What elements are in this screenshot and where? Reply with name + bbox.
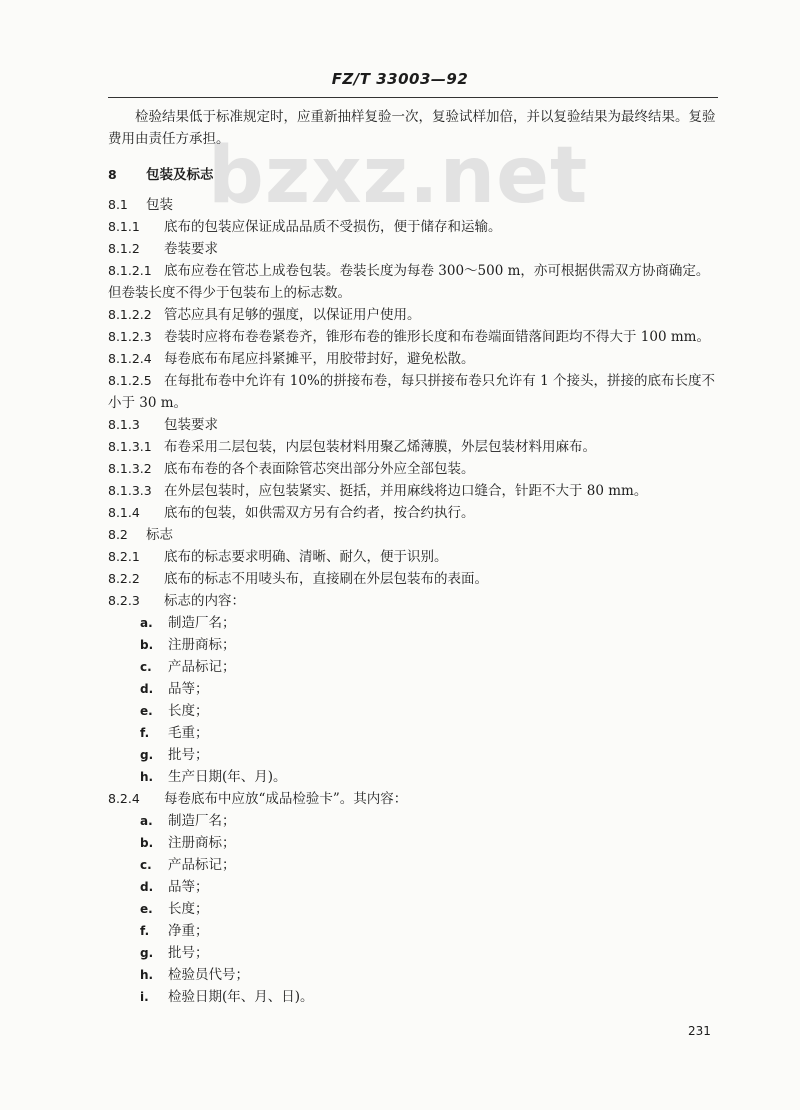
list-letter: e. [140, 704, 153, 718]
clause-text: 底布的包装应保证成品品质不受损伤，便于储存和运输。 [164, 219, 502, 235]
list-text: 注册商标； [168, 835, 236, 851]
list-text: 批号； [168, 945, 209, 961]
section-8-1-heading [108, 194, 718, 216]
list-item [108, 810, 718, 832]
document-header: FZ/T 33003—92 [331, 70, 469, 88]
list-text: 批号； [168, 747, 209, 763]
list-item [108, 678, 718, 700]
list-item [108, 634, 718, 656]
list-letter: c. [140, 858, 152, 872]
clause-8-2-3 [108, 590, 718, 612]
clause-number: 8.1.3.2 [108, 461, 152, 476]
clause-number: 8.2.4 [108, 791, 140, 806]
list-item [108, 766, 718, 788]
list-letter: c. [140, 660, 152, 674]
list-text: 品等； [168, 879, 209, 895]
clause-8-1-3-2 [108, 458, 718, 480]
list-8-2-3 [108, 612, 718, 788]
watermark: bzxz.net [208, 131, 589, 221]
list-text: 长度； [168, 901, 209, 917]
list-item [108, 898, 718, 920]
list-letter: e. [140, 902, 153, 916]
clause-number: 8.1.1 [108, 219, 140, 234]
clause-8-2-2 [108, 568, 718, 590]
clause-number: 8.2.2 [108, 571, 140, 586]
clause-number: 8.2.1 [108, 549, 140, 564]
list-text: 制造厂名； [168, 813, 236, 829]
clause-number: 8.1.4 [108, 505, 140, 520]
section-title: 包装及标志 [146, 167, 214, 183]
clause-number: 8.1.2.3 [108, 329, 152, 344]
list-text: 毛重； [168, 725, 209, 741]
clause-text: 卷装要求 [164, 241, 218, 257]
list-letter: g. [140, 748, 154, 762]
list-letter: d. [140, 682, 154, 696]
clause-8-1-4 [108, 502, 718, 524]
clause-8-1-2-4 [108, 348, 718, 370]
list-text: 品等； [168, 681, 209, 697]
clause-8-1-1 [108, 216, 718, 238]
intro-paragraph: 检验结果低于标准规定时，应重新抽样复验一次，复验试样加倍，并以复验结果为最终结果。复验费用由责任方承担。 [108, 109, 716, 147]
list-text: 检验日期(年、月、日)。 [168, 989, 314, 1005]
clause-8-1-3-1 [108, 436, 718, 458]
list-text: 净重； [168, 923, 209, 939]
clause-number: 8.1.2 [108, 241, 140, 256]
header-rule [108, 97, 718, 98]
clause-text: 每卷底布中应放“成品检验卡”。其内容： [164, 791, 408, 807]
list-letter: f. [140, 726, 150, 740]
section-8-2-heading [108, 524, 718, 546]
list-letter: b. [140, 638, 154, 652]
list-8-2-4 [108, 810, 718, 1008]
list-letter: g. [140, 946, 154, 960]
clause-text: 在外层包装时，应包装紧实、挺括，并用麻线将边口缝合，针距不大于 80 mm。 [164, 483, 648, 499]
list-item [108, 942, 718, 964]
list-text: 制造厂名； [168, 615, 236, 631]
list-text: 注册商标； [168, 637, 236, 653]
section-title: 包装 [146, 197, 173, 213]
list-text: 产品标记； [168, 857, 236, 873]
clause-number: 8.1.2.2 [108, 307, 152, 322]
clause-text: 在每批布卷中允许有 10%的拼接布卷，每只拼接布卷只允许有 1 个接头，拼接的底布长度不小于 30 m。 [108, 373, 715, 411]
list-item [108, 744, 718, 766]
list-item [108, 920, 718, 942]
list-item [108, 986, 718, 1008]
clause-8-2-4 [108, 788, 718, 810]
clause-8-2-1 [108, 546, 718, 568]
list-item [108, 700, 718, 722]
clause-text: 底布的标志不用唛头布，直接刷在外层包装布的表面。 [164, 571, 488, 587]
list-letter: h. [140, 770, 154, 784]
list-item [108, 722, 718, 744]
list-item [108, 612, 718, 634]
list-item [108, 876, 718, 898]
clause-number: 8.1.2.1 [108, 263, 152, 278]
section-title: 标志 [146, 527, 173, 543]
clause-text: 包装要求 [164, 417, 218, 433]
list-letter: f. [140, 924, 150, 938]
clause-text: 标志的内容： [164, 593, 245, 609]
clause-number: 8.2.3 [108, 593, 140, 608]
list-item [108, 832, 718, 854]
section-8-heading [108, 164, 718, 186]
list-letter: a. [140, 814, 153, 828]
clause-text: 卷装时应将布卷卷紧卷齐，锥形布卷的锥形长度和布卷端面错落间距均不得大于 100 mm。 [164, 329, 710, 345]
clause-text: 底布布卷的各个表面除管芯突出部分外应全部包装。 [164, 461, 475, 477]
clause-8-1-2-2 [108, 304, 718, 326]
list-item [108, 964, 718, 986]
clause-text: 布卷采用二层包装，内层包装材料用聚乙烯薄膜，外层包装材料用麻布。 [164, 439, 596, 455]
clause-text: 底布的包装，如供需双方另有合约者，按合约执行。 [164, 505, 475, 521]
list-letter: d. [140, 880, 154, 894]
clause-number: 8.1.3 [108, 417, 140, 432]
list-letter: i. [140, 990, 149, 1004]
clause-number: 8.1.2.5 [108, 373, 152, 388]
list-letter: b. [140, 836, 154, 850]
clause-8-1-2-3 [108, 326, 718, 348]
clause-text: 每卷底布布尾应抖紧摊平，用胶带封好，避免松散。 [164, 351, 475, 367]
list-text: 检验员代号； [168, 967, 249, 983]
clause-8-1-3 [108, 414, 718, 436]
document-body [108, 106, 718, 1008]
clause-8-1-3-3 [108, 480, 718, 502]
list-letter: h. [140, 968, 154, 982]
clause-text: 底布的标志要求明确、清晰、耐久，便于识别。 [164, 549, 448, 565]
clause-number: 8.1.3.3 [108, 483, 152, 498]
page-number: 231 [688, 1024, 711, 1038]
list-item [108, 854, 718, 876]
clause-8-1-2 [108, 238, 718, 260]
clause-text: 底布应卷在管芯上成卷包装。卷装长度为每卷 300～500 m，亦可根据供需双方协商确定。但卷装长度不得少于包装布上的标志数。 [108, 263, 710, 301]
section-number: 8.2 [108, 527, 128, 542]
clause-8-1-2-5 [108, 370, 718, 414]
clause-number: 8.1.2.4 [108, 351, 152, 366]
list-letter: a. [140, 616, 153, 630]
list-text: 长度； [168, 703, 209, 719]
section-number: 8 [108, 167, 117, 182]
list-item [108, 656, 718, 678]
clause-text: 管芯应具有足够的强度，以保证用户使用。 [164, 307, 421, 323]
list-text: 产品标记； [168, 659, 236, 675]
clause-8-1-2-1 [108, 260, 718, 304]
list-text: 生产日期(年、月)。 [168, 769, 287, 785]
section-number: 8.1 [108, 197, 128, 212]
clause-number: 8.1.3.1 [108, 439, 152, 454]
